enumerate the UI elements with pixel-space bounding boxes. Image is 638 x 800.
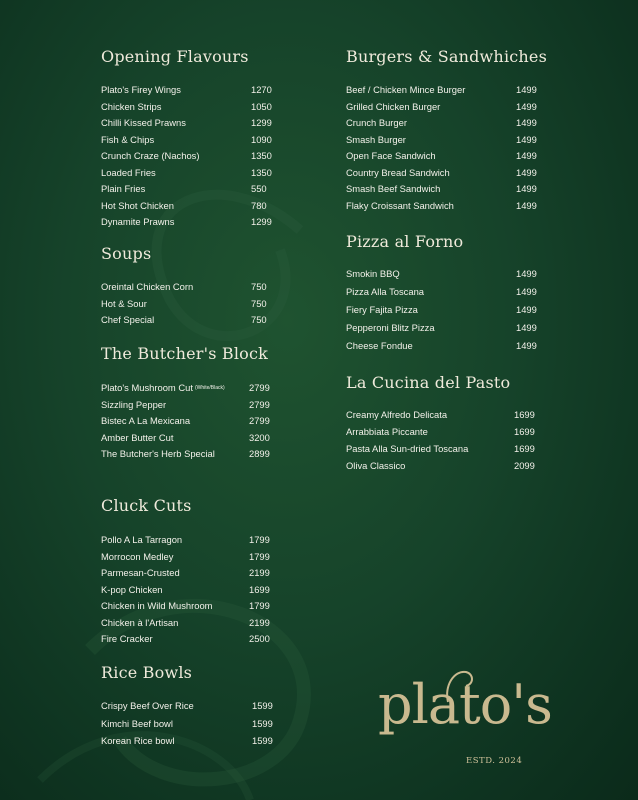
menu-item-price: 1050 xyxy=(251,100,272,112)
menu-item-price: 1699 xyxy=(514,409,535,420)
menu-item-name: Chilli Kissed Prawns xyxy=(101,117,186,128)
menu-item xyxy=(346,101,546,113)
menu-item xyxy=(346,150,546,162)
menu-item-name: Chef Special xyxy=(101,314,155,325)
menu-item-price: 1799 xyxy=(249,534,270,545)
menu-item xyxy=(346,340,546,352)
menu-item xyxy=(101,567,279,579)
established-year: ESTD. 2024 xyxy=(466,756,523,766)
menu-item-price: 1599 xyxy=(252,700,273,711)
menu-item-name: Dynamite Prawns xyxy=(101,216,175,227)
menu-item-name: Open Face Sandwich xyxy=(346,150,436,161)
menu-item-name: Country Bread Sandwich xyxy=(346,166,450,178)
menu-item-price: 1499 xyxy=(516,150,537,161)
menu-item-name: Beef / Chicken Mince Burger xyxy=(346,84,466,95)
menu-item-name: Loaded Fries xyxy=(101,166,156,178)
menu-item-price: 2799 xyxy=(249,415,270,426)
menu-item xyxy=(346,84,546,96)
menu-item xyxy=(101,415,279,427)
menu-item xyxy=(101,281,281,293)
menu-item xyxy=(346,167,546,179)
menu-item-name: Creamy Alfredo Delicata xyxy=(346,409,448,420)
menu-item xyxy=(346,426,544,438)
menu-item-note: (White/Black) xyxy=(194,385,225,391)
menu-item-name: Plato's Firey Wings xyxy=(101,84,181,95)
menu-item xyxy=(346,322,546,334)
menu-item-name: Grilled Chicken Burger xyxy=(346,100,441,112)
menu-item xyxy=(101,167,281,179)
menu-item xyxy=(346,117,546,129)
menu-item-name: Crunch Burger xyxy=(346,117,407,128)
menu-item xyxy=(101,216,281,228)
menu-item-price: 2799 xyxy=(249,398,270,410)
menu-item-price: 1799 xyxy=(249,600,270,611)
section-title-opening-flavours: Opening Flavours xyxy=(101,47,249,66)
menu-item-name: Kimchi Beef bowl xyxy=(101,717,173,729)
menu-item xyxy=(101,718,282,730)
menu-item-price: 750 xyxy=(251,281,267,292)
menu-item-price: 1090 xyxy=(251,133,272,145)
menu-item-name: Smash Beef Sandwich xyxy=(346,183,441,194)
menu-item-price: 750 xyxy=(251,314,267,325)
section-title-cluck-cuts: Cluck Cuts xyxy=(101,496,192,515)
menu-item-price: 1499 xyxy=(516,117,537,128)
platos-logo xyxy=(378,672,552,772)
menu-item-name: Bistec A La Mexicana xyxy=(101,415,191,426)
menu-item xyxy=(101,382,279,394)
menu-item-name: Morrocon Medley xyxy=(101,550,174,562)
menu-item xyxy=(346,268,546,280)
menu-item-name: Cheese Fondue xyxy=(346,340,413,351)
menu-item xyxy=(101,84,281,96)
menu-item xyxy=(101,432,279,444)
section-title-rice-bowls: Rice Bowls xyxy=(101,663,193,682)
menu-item-name: Sizzling Pepper xyxy=(101,398,167,410)
menu-item-price: 1350 xyxy=(251,150,272,161)
menu-item-price: 1499 xyxy=(516,340,537,351)
menu-item xyxy=(101,183,281,195)
menu-item-price: 1499 xyxy=(516,100,537,112)
menu-item-price: 1499 xyxy=(516,84,537,95)
menu-item-name: Pasta Alla Sun-dried Toscana xyxy=(346,443,469,454)
menu-item xyxy=(101,150,281,162)
menu-item-price: 1270 xyxy=(251,84,272,95)
menu-item-price: 1499 xyxy=(516,183,537,194)
section-title-soups: Soups xyxy=(101,244,152,263)
menu-item-name: Parmesan-Crusted xyxy=(101,567,180,578)
menu-item-price: 1499 xyxy=(516,304,537,315)
menu-item xyxy=(346,200,546,212)
menu-item-name: Chicken Strips xyxy=(101,100,162,112)
menu-item-price: 1499 xyxy=(516,199,537,211)
menu-item-name: Arrabbiata Piccante xyxy=(346,426,428,437)
menu-item-name: Oreintal Chicken Corn xyxy=(101,281,194,292)
menu-item xyxy=(101,314,281,326)
menu-item-name: Plain Fries xyxy=(101,183,146,194)
menu-item xyxy=(101,101,281,113)
menu-item-price: 1699 xyxy=(514,426,535,437)
menu-item xyxy=(346,443,544,455)
menu-item xyxy=(101,551,279,563)
menu-item-name: Pizza Alla Toscana xyxy=(346,286,424,297)
menu-item-price: 3200 xyxy=(249,431,270,443)
menu-item xyxy=(101,617,279,629)
menu-item-name: Crunch Craze (Nachos) xyxy=(101,150,200,161)
menu-item-price: 1599 xyxy=(252,717,273,729)
menu-item-name: Chicken à l'Artisan xyxy=(101,616,179,628)
menu-item-name: Plato's Mushroom Cut xyxy=(101,382,193,393)
menu-item xyxy=(101,534,279,546)
menu-item xyxy=(346,409,544,421)
section-title-la-cucina-del-pasto: La Cucina del Pasto xyxy=(346,373,511,392)
section-title-the-butcher-s-block: The Butcher's Block xyxy=(101,344,269,363)
menu-item xyxy=(346,460,544,472)
menu-item-name: Smokin BBQ xyxy=(346,268,400,279)
menu-item-price: 2500 xyxy=(249,633,270,644)
menu-item-name: Hot & Sour xyxy=(101,297,147,309)
menu-item-name: Pepperoni Blitz Pizza xyxy=(346,322,435,333)
menu-item xyxy=(346,286,546,298)
menu-item-name: Oliva Classico xyxy=(346,460,406,471)
menu-item-price: 1299 xyxy=(251,117,272,128)
logo-wordmark: plato's xyxy=(378,673,552,736)
menu-item xyxy=(101,200,281,212)
menu-item-price: 1699 xyxy=(249,583,270,595)
menu-item-price: 2099 xyxy=(514,460,535,471)
menu-item-price: 2199 xyxy=(249,567,270,578)
menu-item xyxy=(101,735,282,747)
menu-item-name: Pollo A La Tarragon xyxy=(101,534,183,545)
menu-item xyxy=(101,633,279,645)
menu-item-price: 1799 xyxy=(249,550,270,562)
menu-item xyxy=(101,448,279,460)
menu-item-price: 1499 xyxy=(516,322,537,333)
menu-item-price: 2899 xyxy=(249,448,270,459)
menu-item-price: 1499 xyxy=(516,166,537,178)
menu-item-price: 1350 xyxy=(251,166,272,178)
menu-item xyxy=(101,584,279,596)
menu-item xyxy=(101,298,281,310)
menu-item-price: 1599 xyxy=(252,735,273,746)
menu-item-name: Crispy Beef Over Rice xyxy=(101,700,194,711)
menu-item-name: The Butcher's Herb Special xyxy=(101,448,215,459)
menu-item-name: Chicken in Wild Mushroom xyxy=(101,600,213,611)
menu-item-price: 1499 xyxy=(516,268,537,279)
menu-item-name: Smash Burger xyxy=(346,133,406,145)
section-title-burgers-sandwhiches: Burgers & Sandwhiches xyxy=(346,47,548,66)
menu-item-name: Amber Butter Cut xyxy=(101,431,174,443)
menu-item-price: 2799 xyxy=(249,382,270,393)
menu-item xyxy=(101,117,281,129)
menu-item-price: 780 xyxy=(251,199,267,211)
menu-item-name: Hot Shot Chicken xyxy=(101,199,174,211)
menu-item-price: 1499 xyxy=(516,133,537,145)
menu-item-name: Korean Rice bowl xyxy=(101,735,175,746)
menu-item-price: 1499 xyxy=(516,286,537,297)
menu-item xyxy=(101,700,282,712)
menu-item xyxy=(346,183,546,195)
menu-item-name: Fish & Chips xyxy=(101,133,155,145)
menu-item xyxy=(101,399,279,411)
menu-item-price: 1299 xyxy=(251,216,272,227)
section-title-pizza-al-forno: Pizza al Forno xyxy=(346,232,464,251)
menu-item-name: Flaky Croissant Sandwich xyxy=(346,199,454,211)
menu-item-price: 750 xyxy=(251,297,267,309)
menu-item-price: 550 xyxy=(251,183,267,194)
menu-item-name: Fire Cracker xyxy=(101,633,153,644)
menu-item xyxy=(101,134,281,146)
menu-item xyxy=(101,600,279,612)
menu-item-price: 1699 xyxy=(514,443,535,454)
menu-item-name: K-pop Chicken xyxy=(101,583,163,595)
menu-item-price: 2199 xyxy=(249,616,270,628)
menu-item-name: Fiery Fajita Pizza xyxy=(346,304,418,315)
menu-item xyxy=(346,304,546,316)
menu-item xyxy=(346,134,546,146)
